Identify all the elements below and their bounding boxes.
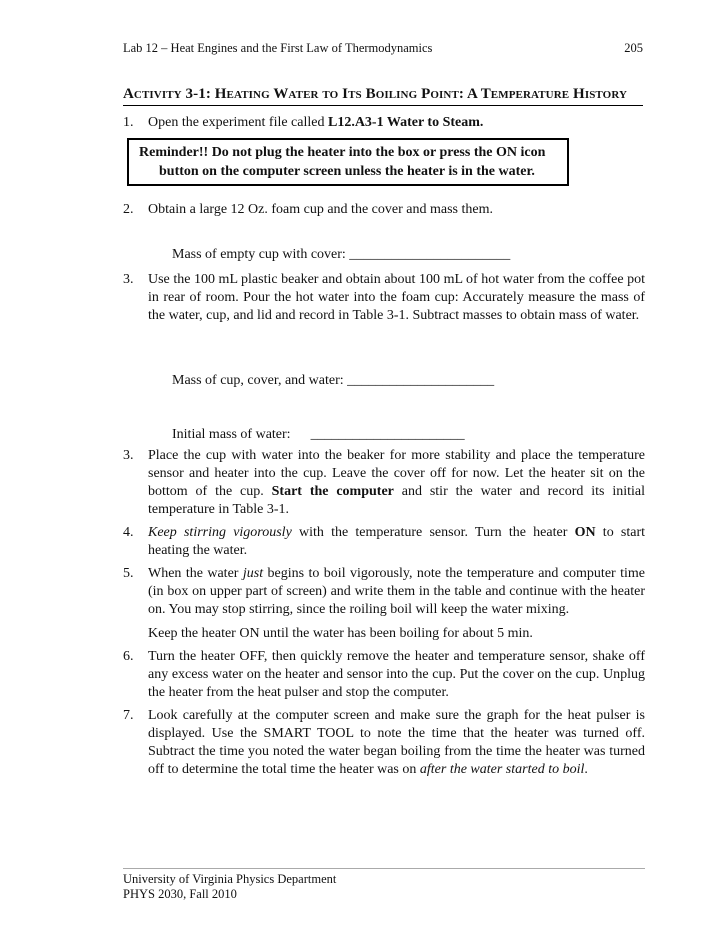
step-number: 7.	[123, 708, 134, 723]
running-header	[123, 41, 643, 56]
page-number: 205	[624, 41, 643, 55]
step-3b	[123, 447, 645, 519]
step-5	[123, 565, 645, 619]
activity-title: Activity 3-1: Heating Water to Its Boiling Point: A Temperature History	[123, 86, 643, 106]
reminder-box	[127, 138, 569, 186]
footer-line-1: University of Virginia Physics Department	[123, 872, 337, 886]
mass-cup-water-blank: Mass of cup, cover, and water: _____________________	[172, 373, 495, 388]
step-text: When the water	[148, 566, 243, 581]
step-emphasis: Start the computer	[271, 484, 394, 499]
keep-heater-note	[123, 625, 645, 643]
step-text: Use the 100 mL plastic beaker and obtain about 100 mL of hot water from the coffee pot in rear of room. Pour the hot water into the foam cup: Accurately measure the mass of the water, cup, and lid and record in Table 3-1. Subtract masses to obtain mass of water.	[148, 272, 645, 323]
initial-mass-blank	[172, 427, 465, 443]
step-number: 6.	[123, 649, 134, 664]
step-4	[123, 524, 645, 560]
reminder-line-1: Reminder!! Do not plug the heater into the box or press the ON icon	[139, 145, 546, 160]
header-title: Lab 12 – Heat Engines and the First Law of Thermodynamics	[123, 41, 433, 55]
mass-empty-cup-blank: Mass of empty cup with cover: _______________________	[172, 247, 511, 262]
file-name: L12.A3-1 Water to Steam.	[327, 115, 484, 130]
footer	[123, 872, 336, 902]
step-number: 4.	[123, 525, 134, 540]
step-text: Turn the heater OFF, then quickly remove the heater and temperature sensor, shake off any excess water on the heater and sensor into the cup. Put the cover on the cup. Unplug the heater from the heat pulser and stop the computer.	[148, 649, 645, 700]
step-italic: Keep stirring vigorously	[148, 525, 292, 540]
step-italic: just	[242, 566, 264, 581]
step-number: 3.	[123, 272, 134, 287]
step-text-end: and stir the water and record its initial temperature in Table 3-1.	[148, 484, 645, 517]
step-text-end: .	[584, 762, 588, 777]
footer-rule	[123, 868, 645, 869]
step-1	[123, 114, 645, 132]
step-text-end: begins to boil vigorously, note the temperature and computer time (in box on upper part of screen) and write them in the table and continue with the heater on. You may stop stirring, since the roiling boil will keep the water mixing.	[148, 566, 645, 617]
step-text: Look carefully at the computer screen and make sure the graph for the heat pulser is displayed. Use the SMART TOOL to note the time that the heater was turned off. Subtract the time you noted the water began boiling from the time the heater was turned off to determine the total time the heater was on	[148, 708, 645, 777]
note-text: Keep the heater ON until the water has been boiling for about 5 min.	[148, 626, 533, 641]
step-3	[123, 271, 645, 325]
initial-mass-line: ______________________	[310, 427, 465, 442]
step-text: Obtain a large 12 Oz. foam cup and the cover and mass them.	[148, 202, 493, 217]
footer-line-2: PHYS 2030, Fall 2010	[123, 887, 237, 901]
step-text: Open the experiment file called	[148, 115, 328, 130]
step-7	[123, 707, 645, 779]
step-6	[123, 648, 645, 702]
reminder-line-2: button on the computer screen unless the heater is in the water.	[159, 164, 535, 179]
step-number: 5.	[123, 566, 134, 581]
initial-mass-label: Initial mass of water:	[172, 427, 291, 442]
step-text: Place the cup with water into the beaker for more stability and place the temperature sensor and heater into the cup. Leave the cover off for now. Let the heater sit on the bottom of the cup.	[148, 448, 645, 499]
step-emphasis: ON	[574, 525, 596, 540]
step-number: 1.	[123, 115, 134, 130]
step-italic: after the water started to boil	[419, 762, 585, 777]
step-text: with the temperature sensor. Turn the heater	[291, 525, 575, 540]
step-number: 2.	[123, 202, 134, 217]
step-number: 3.	[123, 448, 134, 463]
step-2	[123, 201, 645, 219]
step-text-end: to start heating the water.	[148, 525, 646, 558]
